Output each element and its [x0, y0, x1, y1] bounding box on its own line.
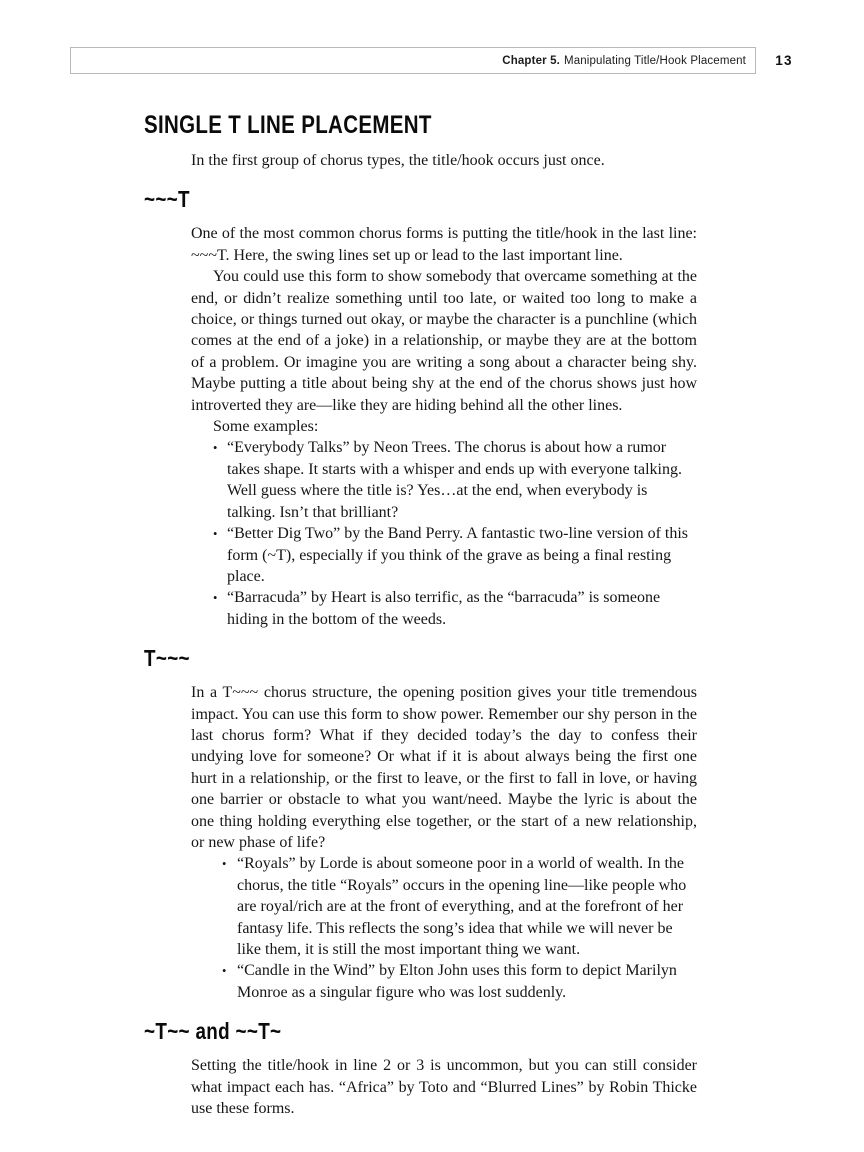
list-item	[213, 523, 697, 587]
list-item-text: “Royals” by Lorde is about someone poor in a world of wealth. In the chorus, the title “Royals” occurs in the opening line—like people who are royal/rich are at the front of everything, and at the forefront of her fantasy life. This reflects the song’s idea that while we will never be like them, it is still the most important thing we want.	[237, 855, 687, 958]
paragraph: You could use this form to show somebody that overcame something at the end, or didn’t realize something until too late, or waited too long to make a choice, or things turned out okay, or maybe the character is a punchline (which comes at the end of a joke) in a relationship, or maybe they are at the bottom of a problem. Or imagine you are writing a song about a character being shy. Maybe putting a title about being shy at the end of the chorus shows just how introverted they are—like they are hiding behind all the other lines.	[191, 268, 697, 414]
chapter-title: Manipulating Title/Hook Placement	[563, 54, 746, 67]
page-number: 13	[775, 53, 793, 68]
intro-block	[191, 150, 697, 171]
section-body	[191, 682, 697, 1003]
section-body	[191, 1055, 697, 1119]
running-header	[70, 47, 756, 74]
list-item-text: “Everybody Talks” by Neon Trees. The chorus is about how a rumor takes shape. It starts with a whisper and ends up with everyone talking. Well guess where the title is? Yes…at the end, when everybody is talking. Isn’t that brilliant?	[227, 439, 682, 521]
section-heading	[144, 644, 698, 672]
examples-label: Some examples:	[213, 418, 319, 436]
page-content	[144, 110, 698, 1119]
paragraph: Setting the title/hook in line 2 or 3 is uncommon, but you can still consider what impact each has. “Africa” by Toto and “Blurred Lines” by Robin Thicke use these forms.	[191, 1057, 697, 1118]
section-body	[191, 223, 697, 630]
section-heading-text: ~T~~ and ~~T~	[144, 1018, 282, 1045]
paragraph: In a T~~~ chorus structure, the opening position gives your title tremendous impact. You can use this form to show power. Remember our shy person in the last chorus form? What if they decided today’s the day to confess their undying love for someone? Or what if it is about always being the first one hurt in a relationship, or the first to leave, or the first to fall in love, or having one barrier or obstacle to what you want/need. Maybe the lyric is about the one thing holding everything else together, or the start of a new relationship, or new phase of life?	[191, 684, 697, 851]
bullet-icon: •	[222, 857, 227, 872]
list-item	[213, 587, 697, 630]
section-heading	[144, 185, 698, 213]
list-item-text: “Better Dig Two” by the Band Perry. A fantastic two-line version of this form (~T), especially if you think of the grave as being a final resting place.	[227, 525, 689, 585]
example-list	[213, 437, 697, 630]
bullet-icon: •	[213, 591, 218, 606]
example-list	[222, 853, 697, 1003]
section-t-tilde-tilde-tilde	[144, 644, 698, 1003]
list-item-text: “Candle in the Wind” by Elton John uses this form to depict Marilyn Monroe as a singular figure who was lost suddenly.	[237, 962, 677, 1001]
main-heading	[144, 110, 698, 140]
section-heading	[144, 1017, 698, 1045]
section-heading-text: ~~~T	[144, 186, 190, 213]
bullet-icon: •	[213, 441, 218, 456]
section-mid-line-placement	[144, 1017, 698, 1119]
bullet-icon: •	[213, 527, 218, 542]
intro-paragraph: In the first group of chorus types, the title/hook occurs just once.	[191, 152, 605, 169]
list-item-text: “Barracuda” by Heart is also terrific, as the “barracuda” is someone hiding in the bottom of the weeds.	[227, 589, 661, 628]
section-tilde-tilde-tilde-t	[144, 185, 698, 630]
list-item	[222, 960, 697, 1003]
list-item	[213, 437, 697, 523]
bullet-icon: •	[222, 964, 227, 979]
list-item	[222, 853, 697, 960]
main-heading-text: SINGLE T LINE PLACEMENT	[144, 111, 432, 139]
paragraph: One of the most common chorus forms is putting the title/hook in the last line: ~~~T. Here, the swing lines set up or lead to the last important line.	[191, 225, 697, 264]
chapter-number-label: Chapter 5.	[502, 54, 560, 67]
section-heading-text: T~~~	[144, 645, 190, 672]
